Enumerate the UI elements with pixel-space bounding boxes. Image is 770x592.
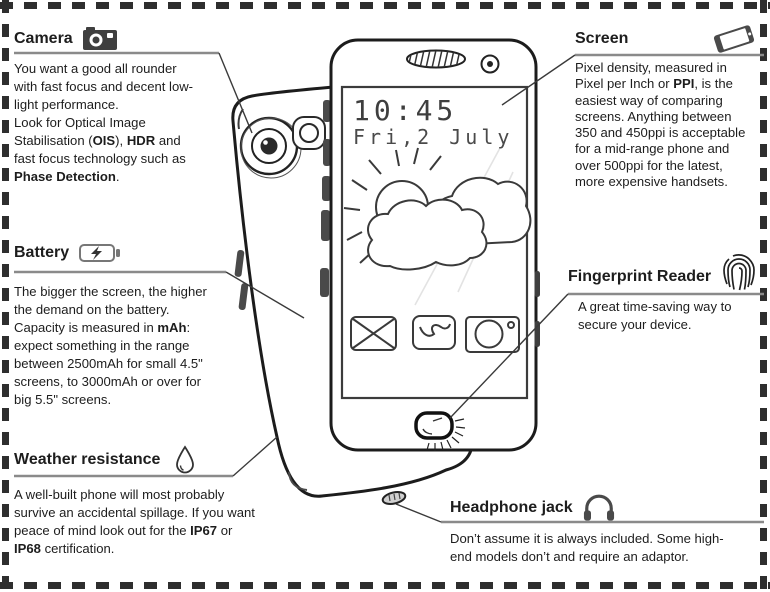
battery-title: Battery <box>14 244 70 261</box>
speaker-grille <box>407 50 465 68</box>
weather-title: Weather resistance <box>14 451 161 468</box>
clock-time: 10:45 <box>353 94 458 127</box>
screen-heading <box>575 24 755 54</box>
headphone-jack-port <box>382 490 407 506</box>
weather-description: A well-built phone will most probably survive an accidental spillage. If you want peace of mind look out for the IP67 or IP68 certification. <box>14 487 255 556</box>
clock-date: Fri,2 July <box>353 125 514 149</box>
front-camera <box>482 56 499 73</box>
rear-flash <box>293 117 325 149</box>
battery-heading <box>14 243 121 263</box>
headphone-callout-line <box>396 504 441 522</box>
fingerprint-icon <box>721 251 757 293</box>
battery-description: The bigger the screen, the higher the demand on the battery. Capacity is measured in mAh: expect something in the range between 2500mAh for small 4.5" screens, to 3000mAh or over for big 5.5" screens. <box>14 284 207 407</box>
headphone-description: Don’t assume it is always included. Some high- end models don’t and require an adaptor. <box>450 531 724 564</box>
battery-icon <box>79 243 121 263</box>
headphone-title: Headphone jack <box>450 498 573 516</box>
fingerprint-heading <box>568 261 757 293</box>
screen-description: Pixel density, measured in Pixel per Inch or PPI, is the easiest way of comparing screens. Anything between 350 and 450ppi is acceptable for a mid-range phone and over 500ppi for the latest, more expensive handsets. <box>575 60 746 190</box>
headphone-heading <box>450 493 615 522</box>
screen-title: Screen <box>575 30 629 47</box>
phone-landscape-icon <box>713 24 755 54</box>
water-drop-icon <box>174 445 196 475</box>
camera-title: Camera <box>14 29 73 47</box>
camera-description: You want a good all rounder with fast focus and decent low- light performance. Look for Optical Image Stabilisation (OIS), HDR and fast focus technology such as Phase Detection. <box>14 61 194 184</box>
fingerprint-description: A great time-saving way to secure your device. <box>578 299 732 332</box>
fingerprint-title: Fingerprint Reader <box>568 268 712 285</box>
headphones-icon <box>583 493 615 522</box>
weather-heading <box>14 445 196 475</box>
camera-heading <box>14 26 117 51</box>
camera-icon <box>83 26 117 51</box>
weather-callout-line <box>233 437 277 476</box>
